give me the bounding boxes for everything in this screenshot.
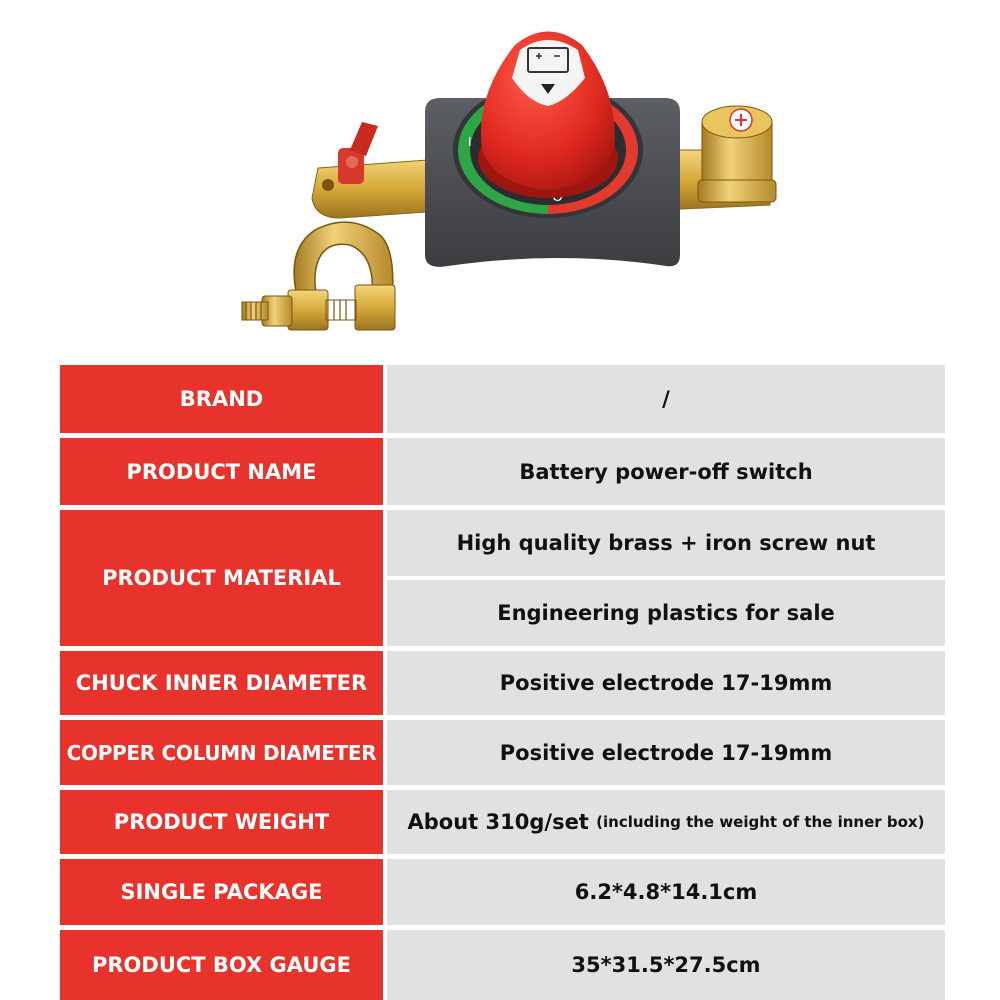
spec-value-single-package: 6.2*4.8*14.1cm bbox=[387, 859, 945, 925]
spec-value-copper-column-diameter: Positive electrode 17-19mm bbox=[387, 720, 945, 785]
spec-label-product-name: PRODUCT NAME bbox=[60, 438, 383, 505]
battery-clamp bbox=[242, 222, 395, 330]
spec-label-copper-column-diameter: COPPER COLUMN DIAMETER bbox=[60, 720, 383, 785]
spec-value-chuck-inner-diameter: Positive electrode 17-19mm bbox=[387, 651, 945, 715]
knob-label-on: I bbox=[468, 135, 472, 149]
spec-value-product-box-gauge: 35*31.5*27.5cm bbox=[387, 930, 945, 1000]
rotary-knob bbox=[478, 32, 618, 199]
product-image bbox=[0, 0, 1000, 365]
spec-value-product-material-2: Engineering plastics for sale bbox=[387, 580, 945, 646]
spec-value-brand: / bbox=[387, 365, 945, 433]
weight-note: (including the weight of the inner box) bbox=[596, 813, 925, 831]
spec-value-product-name: Battery power-off switch bbox=[387, 438, 945, 505]
spec-value-product-material-1: High quality brass + iron screw nut bbox=[387, 510, 945, 576]
spec-label-brand: BRAND bbox=[60, 365, 383, 433]
spec-label-single-package: SINGLE PACKAGE bbox=[60, 859, 383, 925]
spec-label-chuck-inner-diameter: CHUCK INNER DIAMETER bbox=[60, 651, 383, 715]
spec-label-product-material: PRODUCT MATERIAL bbox=[60, 510, 383, 646]
positive-terminal-post bbox=[698, 106, 776, 202]
spec-table bbox=[60, 365, 945, 1000]
weight-value: About 310g/set bbox=[407, 810, 589, 834]
spec-label-product-weight: PRODUCT WEIGHT bbox=[60, 790, 383, 854]
spec-label-product-box-gauge: PRODUCT BOX GAUGE bbox=[60, 930, 383, 1000]
spec-value-product-weight bbox=[387, 790, 945, 854]
